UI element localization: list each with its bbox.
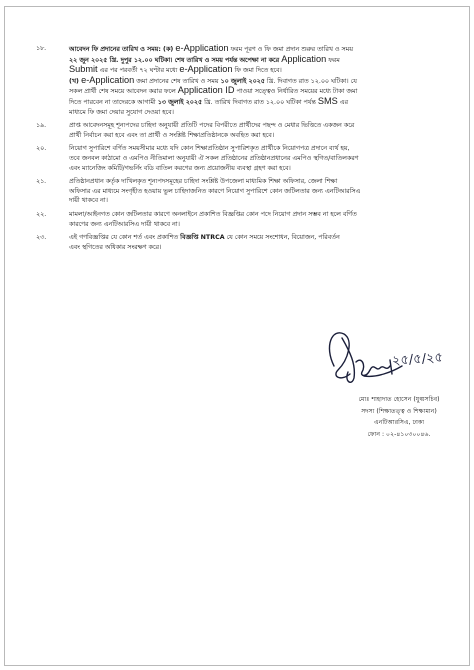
item-text: প্রাপ্ত আবেদনসমূহ শূন্যপদের চাহিদা অনুযায়ী প্রতিটি পদের বিপরীতে প্রার্থীদের পছন্দ ও মেধার ভিত্তিতে একজন করে (69, 122, 355, 130)
item-text: e-Application (179, 64, 233, 75)
item-text-line (69, 55, 446, 66)
item-text-line (69, 164, 446, 174)
item-text: মামলা/আইনগত কোন জটিলতার কারণে অনলাইনে প্রকাশিত বিজ্ঞপ্তির কোন পদে নিয়োগ প্রদান সম্ভব না হলে বর্ণিত (69, 210, 357, 218)
bold-text: ২২ জুন ২০২৫ খ্রি. দুপুর ১২.০০ ঘটিকা। শেষ তারিখ ও সময় পর্যন্ত অপেক্ষা না করে (69, 56, 282, 64)
item-text: এর পর পরবর্তী ৭২ ঘণ্টার মধ্যে (97, 67, 180, 75)
item-text: ফি জমা দিতে হবে। (232, 67, 282, 75)
item-number: ২৩. (36, 234, 47, 242)
condition-item (36, 210, 446, 229)
item-text-line (69, 187, 446, 197)
item-text: খ্রি. দিবাগত রাত ১২.০০ ঘটিকা। যে (264, 77, 357, 85)
item-text: মাধ্যমে ফি জমা দেয়ার সুযোগ দেওয়া হবে। (69, 108, 174, 116)
item-text: দিতে পারবেন না তাদেরকে আগামী (69, 98, 158, 106)
signatory-designation: সদস্য (শিক্ষাতত্ত্ব ও শিক্ষামান) (361, 407, 437, 415)
signatory-name: মোঃ শাহাদাত হোসেন (যুগ্মসচিব) (358, 396, 440, 403)
item-text: অফিসার এর মাধ্যমে সংগৃহীত হওয়ায় ভুল চাহিদাজনিত কারণে নিয়োগ সুপারিশে কোন জটিলতার জন্য এনটিআরসিএ (69, 187, 361, 195)
item-text: তবে জনবল কাঠামো ও এমপিও নীতিমালা অনুযায়ী ঐ সকল প্রতিষ্ঠানের প্রতিষ্ঠানপ্রধানের এমপিও স্থগিত/বাতিলকরণ (69, 154, 359, 162)
bold-text: ১০ জুলাই ২০২৫ (220, 77, 265, 85)
item-number: ২২. (36, 210, 47, 218)
handwritten-date: ২৫/৫/২৫ (391, 350, 444, 369)
condition-item (36, 233, 446, 252)
item-text-line (69, 86, 446, 97)
item-text: e-Application (81, 74, 135, 85)
item-text: জমা প্রদানের শেষ তারিখ ও সময় (134, 77, 221, 85)
item-text: Application ID (177, 85, 235, 96)
signature-block (304, 316, 444, 456)
bold-text: বিজ্ঞপ্তি NTRCA (180, 234, 225, 242)
condition-item (36, 44, 446, 117)
item-text-line (69, 196, 446, 206)
item-text-line (69, 154, 446, 164)
condition-item (36, 144, 446, 173)
item-text-line (69, 177, 446, 187)
signatory-phone: ফোন : ০২-৪১০৩০০৪৬. (367, 430, 431, 438)
item-text-line (69, 233, 446, 243)
item-text-line (69, 243, 446, 253)
item-text: এবং স্থগিতের অধিকার সংরক্ষণ করে। (69, 243, 162, 251)
item-text: খ্রি. তারিখ দিবাগত রাত ১২.০০ ঘটিকা পর্যন্ত (202, 98, 318, 106)
handwritten-signature (304, 316, 444, 398)
item-text: Submit (69, 64, 98, 75)
item-text-line (69, 131, 446, 141)
item-text: ফরম (326, 56, 340, 64)
item-text: নিয়োগ সুপারিশে বর্ণিত সময়সীমার মধ্যে যদি কোন শিক্ষাপ্রতিষ্ঠান সুপারিশকৃত প্রার্থীকে নিয়োগপত্র প্রদানে ব্যর্থ হয়, (69, 145, 350, 153)
bold-text: ১৩ জুলাই ২০২৫ (157, 98, 203, 106)
item-number: ২০. (36, 145, 47, 153)
item-text: এবং ম্যানেজিং কমিটি/গভর্নিং বডি বাতিল করণের জন্য প্রয়োজনীয় ব্যবস্থা গ্রহণ করা হবে। (69, 164, 291, 172)
item-text-line (69, 220, 446, 230)
item-text: e-Application (175, 43, 229, 53)
item-text: প্রার্থী নির্বাচন করা হবে এবং তা প্রার্থী ও সংশ্লিষ্ট শিক্ষাপ্রতিষ্ঠানকে অবহিত করা হবে। (69, 131, 275, 139)
item-text: দায়ী থাকবে না। (69, 197, 108, 205)
item-text: কারণের জন্য এনটিআরসিএ দায়ী থাকবে না। (69, 220, 180, 228)
item-text-line (69, 108, 446, 118)
item-text: এর (337, 98, 348, 106)
item-text: পাওয়া সত্ত্বেও নির্ধারিত সময়ের মধ্যে টাকা জমা (234, 88, 358, 96)
item-text: যে কোন সময়ে সংশোধন, বিয়োজন, পরিবর্তন (224, 234, 340, 242)
bold-text: আবেদন ফি প্রদানের তারিখ ও সময়: (ক) (69, 46, 176, 53)
item-text: প্রতিষ্ঠানপ্রধান কর্তৃক দাখিলকৃত শূন্যপদসমূহের চাহিদা সংশ্লিষ্ট উপজেলা মাধ্যমিক শিক্ষা অফিসার, জেলা শিক্ষা (69, 178, 338, 186)
condition-item (36, 177, 446, 206)
item-text: Application (281, 53, 327, 64)
signatory-organization: এনটিআরসিএ, ঢাকা (373, 419, 425, 426)
item-text: সকল প্রার্থী শেষ সময়ে আবেদন করার ফলে (69, 88, 178, 96)
item-text: এই গণবিজ্ঞপ্তির যে কোন শর্ত এবং প্রকাশিত (69, 234, 181, 242)
item-text-line (69, 76, 446, 87)
item-number: ১৮. (36, 45, 47, 52)
item-text-line (69, 97, 446, 108)
item-text-line (69, 44, 446, 55)
item-number: ২১. (36, 178, 47, 186)
signatory-details (344, 394, 454, 440)
item-text: SMS (317, 95, 338, 106)
item-text-line (69, 121, 446, 131)
item-text: ফরম পূরণ ও ফি জমা প্রদান শুরুর তারিখ ও সময় (228, 46, 353, 53)
item-number: ১৯. (36, 122, 47, 130)
condition-item (36, 121, 446, 140)
numbered-conditions-list (36, 44, 446, 256)
item-text-line (69, 144, 446, 154)
item-text-line (69, 210, 446, 220)
bold-text: (খ) (69, 77, 82, 85)
